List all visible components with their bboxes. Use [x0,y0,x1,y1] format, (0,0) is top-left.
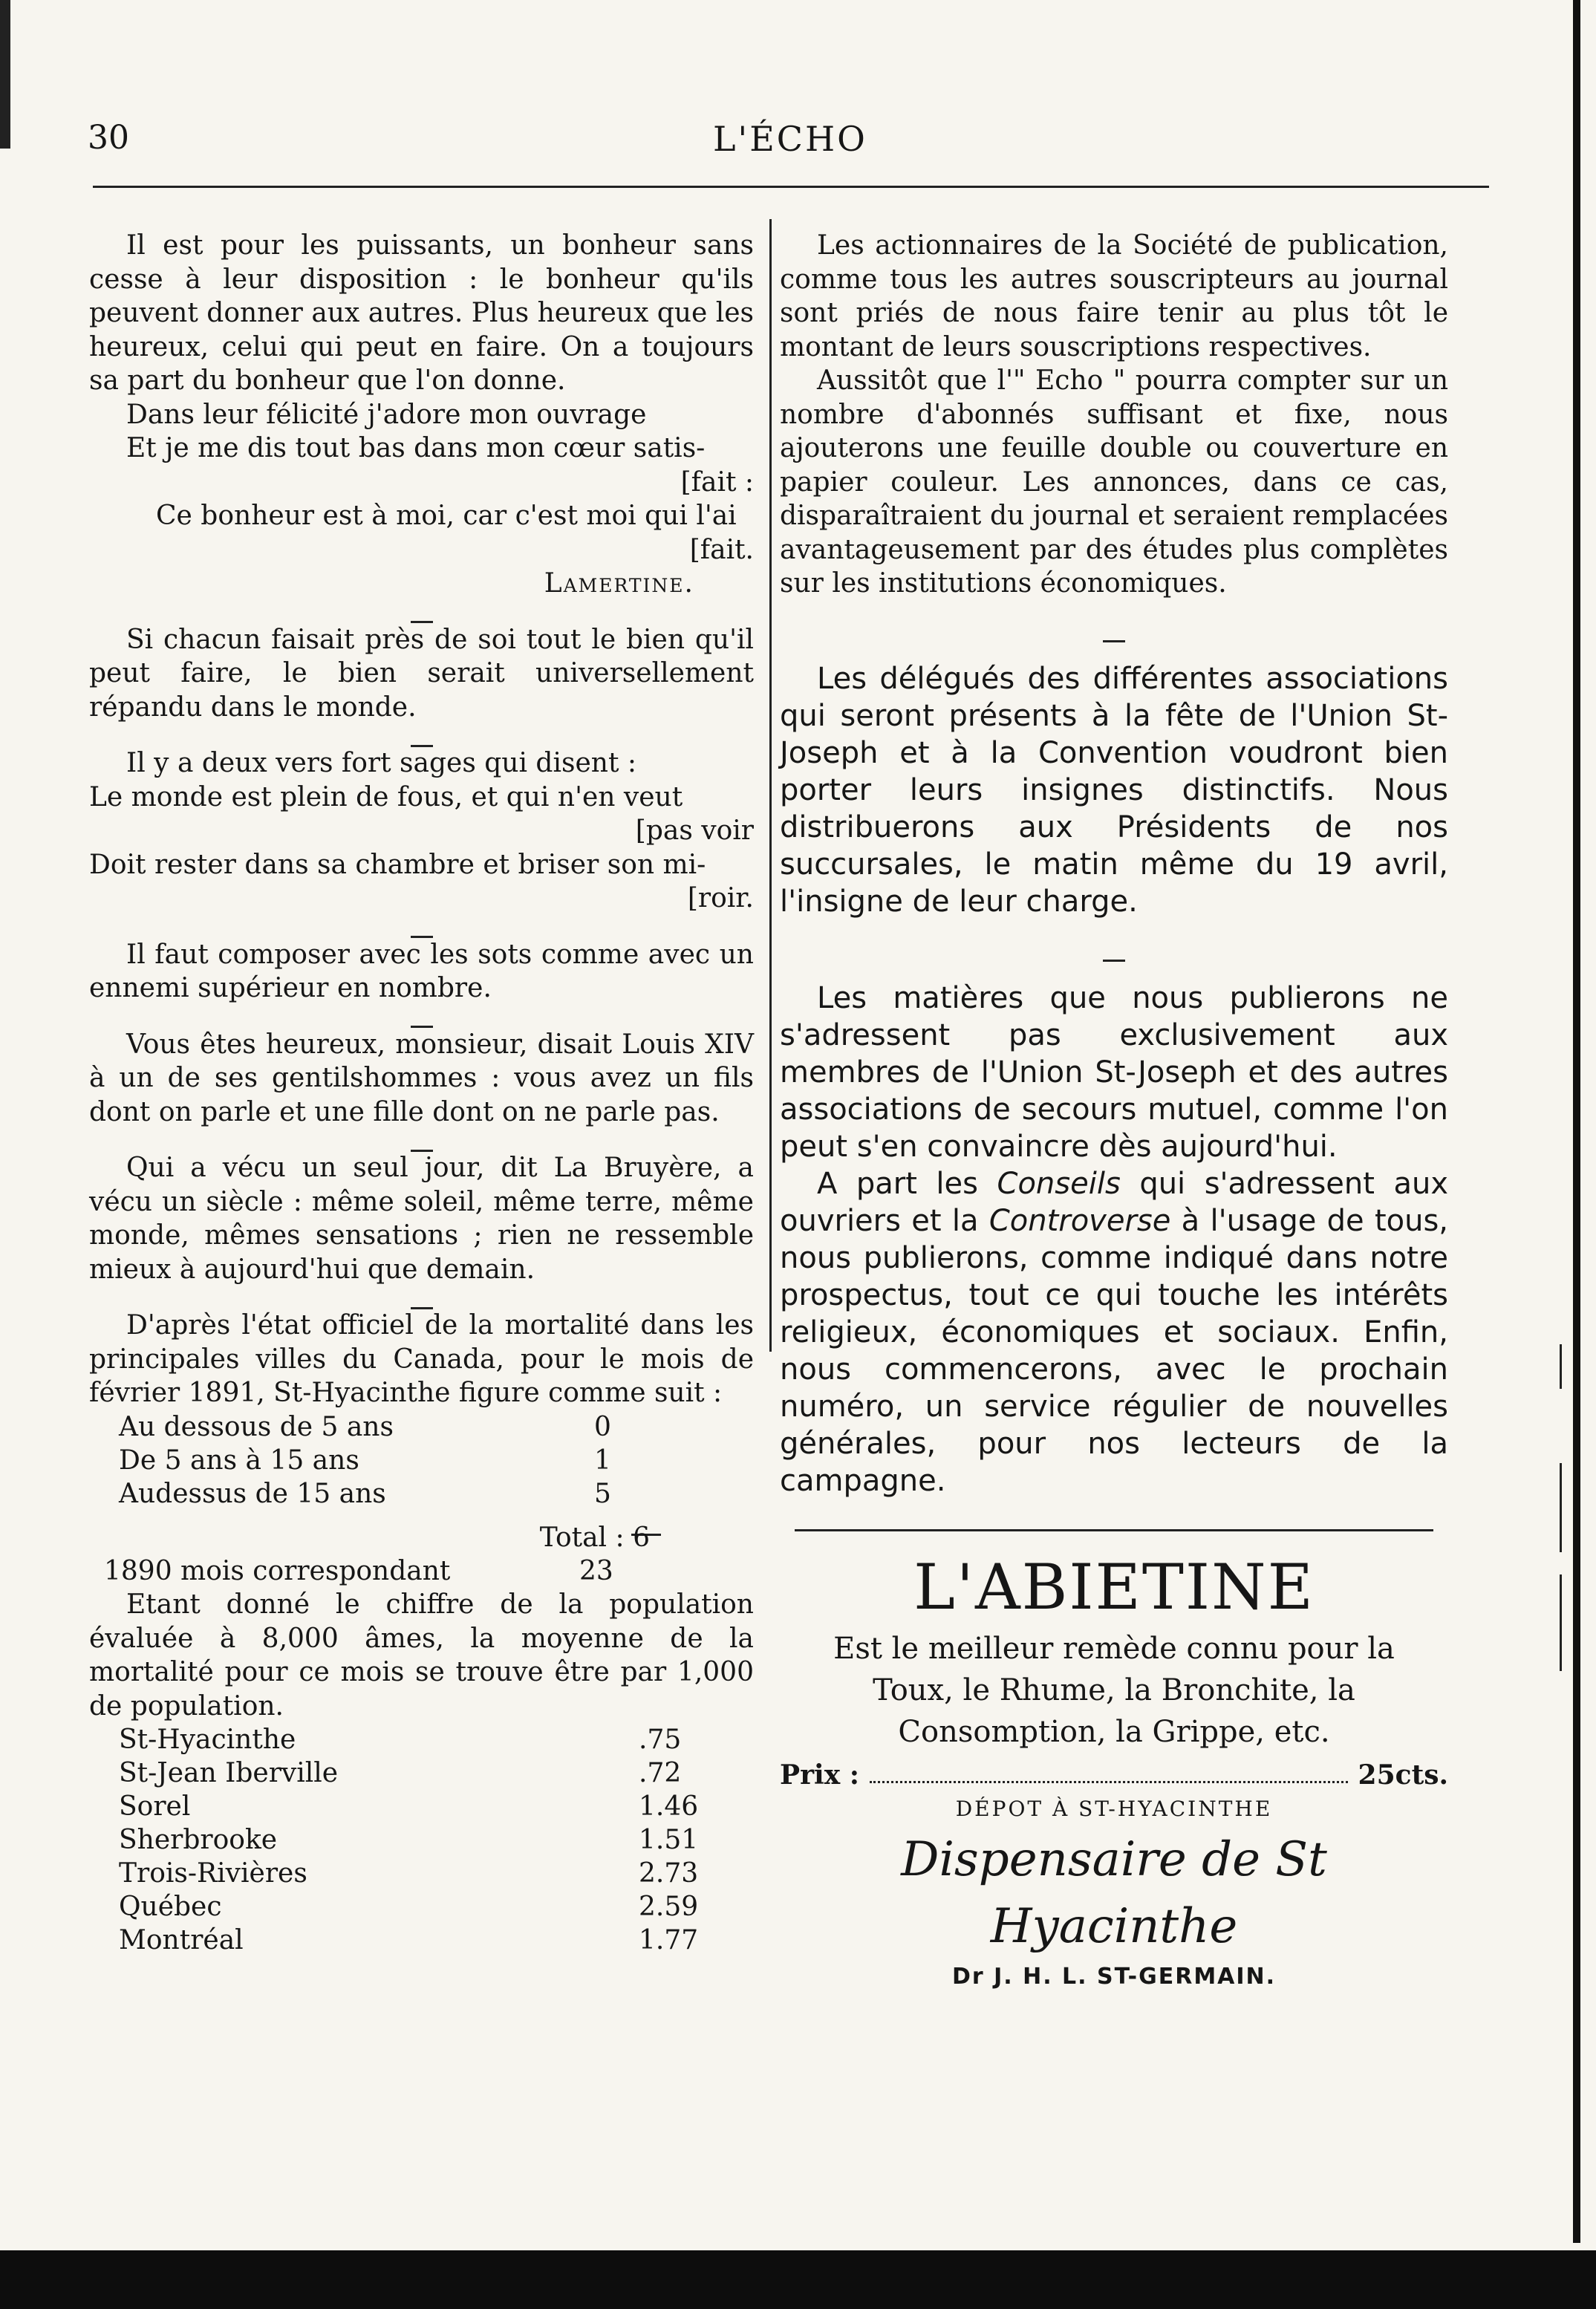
age-label: Audessus de 15 ans [119,1478,386,1509]
separator-dash [780,942,1448,957]
city-rate: 2.59 [639,1892,699,1922]
verse-continuation: [fait. [689,534,754,565]
emphasis-controverse: Controverse [988,1203,1171,1238]
verse-line: Et je me dis tout bas dans mon cœur satis- [126,433,706,463]
ad-dispensary: Dispensaire de St Hyacinthe [901,1831,1327,1954]
city-name: Sorel [119,1791,191,1822]
price-value: 25cts. [1358,1759,1448,1791]
city-name: St-Hyacinthe [119,1725,296,1755]
emphasis-conseils: Conseils [997,1166,1121,1201]
city-rate: 1.77 [639,1925,699,1955]
right-column [780,229,1448,1993]
left-column [89,229,754,1957]
table-row [119,1890,728,1924]
table-row [119,1823,728,1857]
city-mortality-table [119,1723,728,1957]
column-divider [769,219,772,1352]
scan-edge-right [1573,0,1580,2243]
margin-mark [1560,1463,1562,1552]
age-value: 0 [594,1411,611,1442]
price-leader-dots [870,1759,1348,1784]
sum-rule [119,1511,683,1521]
separator-dash [89,727,754,742]
table-row [119,1723,728,1756]
scan-bottom-bar [0,2250,1596,2309]
quote-author: Lamertine. [544,568,694,599]
separator-dash [780,623,1448,638]
city-name: Sherbrooke [119,1825,278,1855]
city-rate: 1.51 [639,1825,699,1855]
age-label: Au dessous de 5 ans [119,1411,394,1442]
paragraph: Qui a vécu un seul jour, dit La Bruyère, a vécu un siècle : même soleil, même terre, même monde, mêmes sensations ; rien ne ressemble mieux à aujourd'hui que demain. [89,1153,754,1285]
paragraph: Etant donné le chiffre de la population évaluée à 8,000 âmes, la moyenne de la mortalité pour ce mois se trouve être par 1,000 de population. [89,1589,754,1722]
ad-line: Toux, le Rhume, la Bronchite, la [873,1673,1355,1707]
verse-continuation: [pas voir [635,815,754,846]
verse-line: Dans leur félicité j'adore mon ouvrage [126,399,647,430]
running-title: L'ÉCHO [713,119,867,159]
separator-dash [89,1132,754,1147]
margin-marks [1552,1329,1582,1805]
city-rate: 1.46 [639,1791,699,1822]
paragraph [780,1165,1448,1499]
paragraph: Il y a deux vers fort sages qui disent : [126,748,636,778]
scan-edge-left [0,0,10,149]
table-row [119,1790,728,1823]
table-row [119,1477,683,1511]
age-mortality-table [119,1410,683,1511]
ad-doctor: Dr J. H. L. ST-GERMAIN. [951,1963,1277,1990]
separator-dash [89,1289,754,1304]
verse-line: Ce bonheur est à moi, car c'est moi qui l'ai [156,501,737,531]
price-label: Prix : [780,1759,859,1791]
text-run: qui s'adressent aux ouvriers et la [780,1166,1448,1238]
table-row [119,1444,683,1477]
city-name: Québec [119,1892,222,1922]
ad-line: Est le meilleur remède connu pour la [833,1631,1395,1666]
table-row [119,1924,728,1957]
verse-continuation: [roir. [687,883,754,913]
age-label: De 5 ans à 15 ans [119,1445,359,1476]
margin-mark [1560,1574,1562,1671]
ad-price [780,1759,1448,1793]
paragraph: Il est pour les puissants, un bonheur sans cesse à leur disposition : le bonheur qu'ils peuvent donner aux autres. Plus heureux que les heureux, celui qui peut en faire. On a toujours sa part du bonheur que l'on donne. [89,230,754,396]
table-row [119,1857,728,1890]
header-rule [93,186,1489,188]
advertisement-rule [795,1529,1433,1531]
table-row [119,1756,728,1790]
ad-line: Consomption, la Grippe, etc. [898,1714,1330,1749]
verse-continuation: [fait : [680,466,754,498]
separator-dash [89,919,754,934]
paragraph: Vous êtes heureux, monsieur, disait Louis XIV à un de ses gentilshommes : vous avez un fils dont on parle et une fille dont on ne parle pas. [89,1029,754,1127]
paragraph: Aussitôt que l'" Echo " pourra compter sur un nombre d'abonnés suffisant et fixe, nous ajouterons une feuille double ou couverture en papier couleur. Les annonces, dans ce cas, disparaîtraient du journal et seraient remplacées avantageusement par des études plus complètes sur les institutions économiques. [780,365,1448,599]
city-name: Trois-Rivières [119,1858,307,1889]
ad-title: L'ABIETINE [913,1550,1315,1624]
paragraph: Les délégués des différentes associations qui seront présents à la fête de l'Union St-Joseph et à la Convention voudront bien porter leurs insignes distinctifs. Nous distribuerons aux Présidents de nos succursales, le matin même du 19 avril, l'insigne de leur charge. [780,661,1448,919]
total-row: Total : 6 [539,1522,650,1553]
advertisement [780,1546,1448,1994]
age-value: 5 [594,1478,611,1509]
prior-year-row [104,1554,668,1588]
verse-line: Le monde est plein de fous, et qui n'en veut [89,781,683,812]
margin-mark [1560,1344,1562,1389]
city-rate: 2.73 [639,1858,699,1889]
city-name: Montréal [119,1925,244,1955]
paragraph: D'après l'état officiel de la mortalité dans les principales villes du Canada, pour le mois de février 1891, St-Hyacinthe figure comme suit : [89,1310,754,1408]
prior-label: 1890 mois correspondant [104,1556,451,1586]
text-run: à l'usage de tous, nous publierons, comme indiqué dans notre prospectus, tout ce qui touche les intérêts religieux, économiques et sociaux. Enfin, nous commencerons, avec le prochain numéro, un service régulier de nouvelles générales, pour nos lecteurs de la campagne. [780,1203,1449,1498]
age-value: 1 [594,1445,611,1476]
city-rate: .72 [639,1758,682,1788]
paragraph: Il faut composer avec les sots comme avec un ennemi supérieur en nombre. [89,939,754,1003]
paragraph: Si chacun faisait près de soi tout le bien qu'il peut faire, le bien serait universellement répandu dans le monde. [89,624,754,723]
paragraph: Les matières que nous publierons ne s'adressent pas exclusivement aux membres de l'Union St-Joseph et des autres associations de secours mutuel, comme l'on peut s'en convaincre dès aujourd'hui. [780,980,1448,1164]
table-row [119,1410,683,1444]
city-rate: .75 [639,1725,682,1755]
text-run: A part les [817,1166,997,1201]
page-number: 30 [88,119,129,157]
separator-dash [89,1009,754,1023]
city-name: St-Jean Iberville [119,1758,339,1788]
ad-depot: DÉPOT À ST-HYACINTHE [955,1797,1273,1821]
prior-value: 23 [579,1556,613,1586]
paragraph: Les actionnaires de la Société de publication, comme tous les autres souscripteurs au journal sont priés de nous faire tenir au plus tôt le montant de leurs souscriptions respectives. [780,230,1448,362]
separator-dash [89,604,754,619]
verse-line: Doit rester dans sa chambre et briser son mi- [89,849,706,880]
